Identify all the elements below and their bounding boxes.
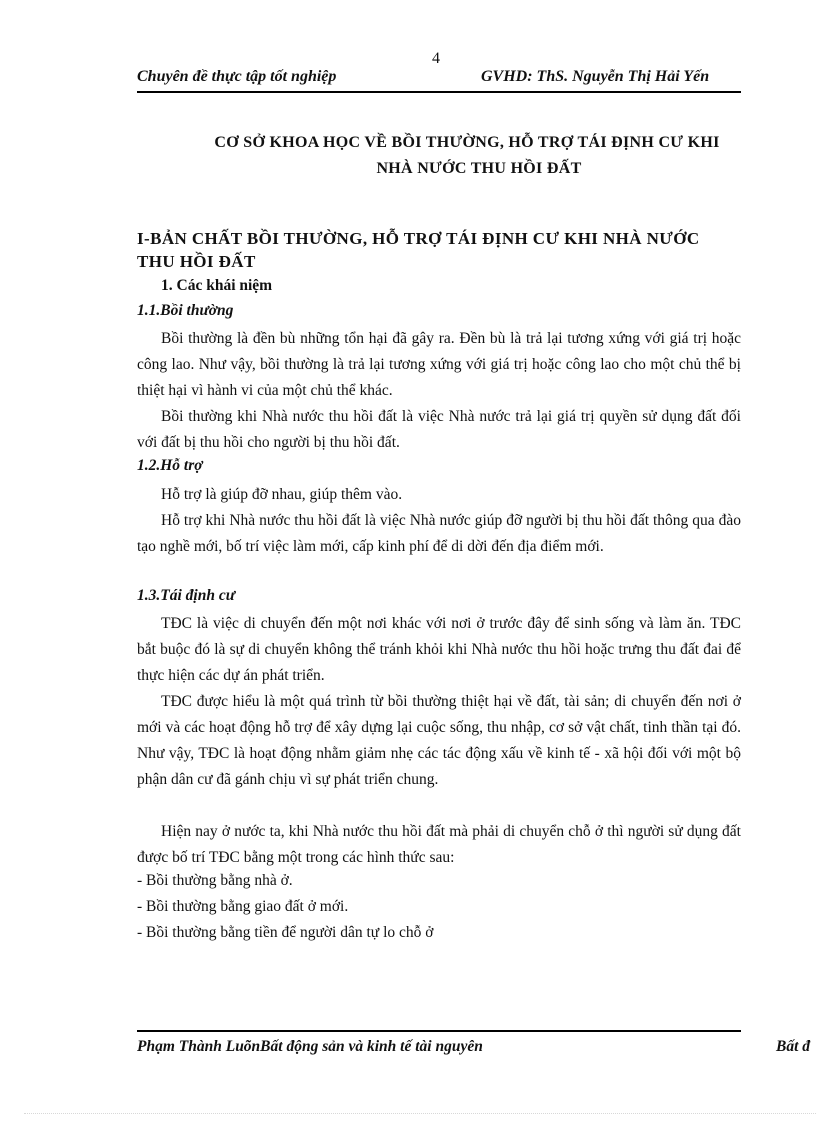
paragraph-boi-thuong-definition: Bồi thường là đền bù những tổn hại đã gây ra. Đền bù là trả lại tương xứng với giá trị hoặc công lao. Như vậy, bồi thường là trả lại tương xứng với giá trị hoặc công lao cho một chủ thể bị thiệt hại vì hành vi của một chủ thể khác. bbox=[137, 330, 741, 399]
header-rule bbox=[137, 91, 741, 93]
list-item: - Bồi thường bằng nhà ở. bbox=[137, 872, 293, 889]
concepts-heading: 1. Các khái niệm bbox=[161, 277, 273, 294]
paragraph-tdc-process: TĐC được hiểu là một quá trình từ bồi thường thiệt hại về đất, tài sản; di chuyển đến nơi ở mới và các hoạt động hỗ trợ để xây dựng lại cuộc sống, thu nhập, cơ sở vật chất, tinh thần tại đó. Như vậy, TĐC là hoạt động nhằm giảm nhẹ các tác động xấu về kinh tế - xã hội đối với một bộ phận dân cư đã gánh chịu vì sự phát triển chung. bbox=[137, 693, 741, 788]
header-supervisor: GVHD: ThS. Nguyễn Thị Hải Yến bbox=[481, 68, 710, 85]
subheading-boi-thuong: 1.1.Bồi thường bbox=[137, 302, 234, 319]
section-heading-line-2: THU HỒI ĐẤT bbox=[137, 252, 256, 271]
header-course-title: Chuyên đề thực tập tốt nghiệp bbox=[137, 68, 337, 85]
section-heading-line-1: I-BẢN CHẤT BỒI THƯỜNG, HỖ TRỢ TÁI ĐỊNH CƯ KHI NHÀ NƯỚC bbox=[137, 229, 700, 248]
footer-truncated-text: Bất đ bbox=[776, 1038, 811, 1055]
page-number: 4 bbox=[432, 50, 440, 67]
list-item: - Bồi thường bằng tiền để người dân tự lo chỗ ở bbox=[137, 924, 434, 941]
paragraph-ho-tro-definition: Hỗ trợ là giúp đỡ nhau, giúp thêm vào. bbox=[161, 486, 403, 503]
paragraph-boi-thuong-land: Bồi thường khi Nhà nước thu hồi đất là việc Nhà nước trả lại giá trị quyền sử dụng đất đối với đất bị thu hồi cho người bị thu hồi đất. bbox=[137, 408, 741, 451]
subheading-tai-dinh-cu: 1.3.Tái định cư bbox=[137, 587, 235, 604]
page-bottom-divider bbox=[24, 1113, 816, 1114]
paragraph-tdc-definition: TĐC là việc di chuyển đến một nơi khác với nơi ở trước đây để sinh sống và làm ăn. TĐC bắt buộc đó là sự di chuyển không thể tránh khỏi khi Nhà nước thu hồi hoặc trưng thu đất đai để thực hiện các dự án phát triển. bbox=[137, 615, 741, 684]
paragraph-ho-tro-land: Hỗ trợ khi Nhà nước thu hồi đất là việc Nhà nước giúp đỡ người bị thu hồi đất thông qua đào tạo nghề mới, bố trí việc làm mới, cấp kinh phí để di dời đến địa điểm mới. bbox=[137, 512, 741, 555]
list-item: - Bồi thường bằng giao đất ở mới. bbox=[137, 898, 349, 915]
footer-author: Phạm Thành LuõnBất động sản và kinh tế tài nguyên bbox=[137, 1038, 483, 1055]
chapter-title-line-2: NHÀ NƯỚC THU HỒI ĐẤT bbox=[376, 160, 582, 177]
chapter-title-line-1: CƠ SỞ KHOA HỌC VỀ BỒI THƯỜNG, HỖ TRỢ TÁI ĐỊNH CƯ KHI bbox=[214, 134, 720, 151]
subheading-ho-tro: 1.2.Hỗ trợ bbox=[137, 457, 203, 474]
paragraph-tdc-forms: Hiện nay ở nước ta, khi Nhà nước thu hồi đất mà phải di chuyển chỗ ở thì người sử dụng đất được bố trí TĐC bằng một trong các hình thức sau: bbox=[137, 823, 741, 866]
footer-rule bbox=[137, 1030, 741, 1032]
